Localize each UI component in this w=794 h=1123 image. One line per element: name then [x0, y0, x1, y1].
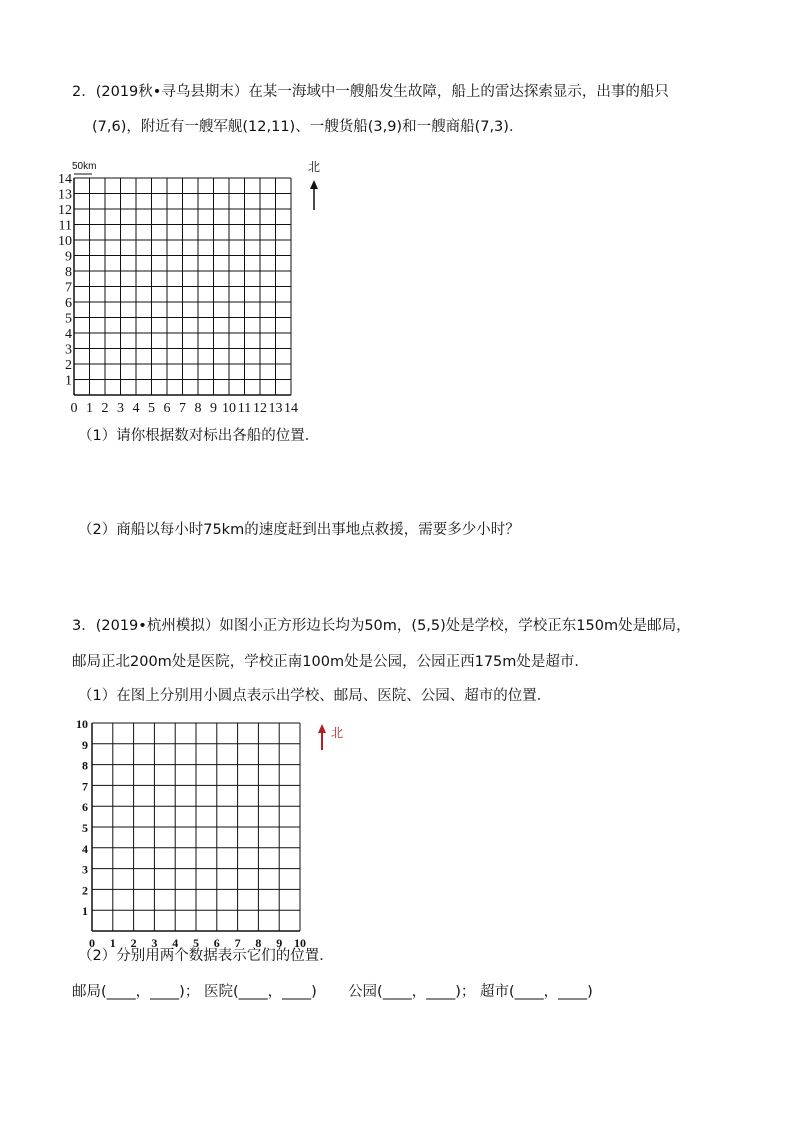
answer-label: 超市 — [479, 984, 509, 1000]
q2-y-tick: 4 — [65, 327, 72, 342]
q2-part1: （1）请你根据数对标出各船的位置． — [78, 428, 320, 444]
q3-x-tick: 6 — [213, 936, 220, 950]
q2-part2: （2）商船以每小时75km的速度赶到出事地点救援，需要多少小时？ — [78, 522, 520, 538]
q3-x-tick: 10 — [294, 936, 306, 950]
q3-x-tick: 2 — [130, 936, 137, 950]
q2-y-tick: 7 — [65, 280, 72, 296]
q3-y-tick: 10 — [76, 717, 88, 731]
answer-blank[interactable]: ____ — [106, 984, 136, 1000]
q2-y-tick: 13 — [58, 187, 72, 203]
q2-x-tick: 8 — [194, 401, 202, 416]
answer-supermarket: 超市(____，____) — [479, 984, 593, 1000]
q2-x-tick: 13 — [268, 401, 283, 416]
q2-x-tick: 10 — [222, 401, 236, 416]
q2-line2: (7,6)，附近有一艘军舰(12,11)、一艘货船(3,9)和一艘商船(7,3)． — [92, 119, 524, 135]
q3-y-ticks — [76, 717, 88, 918]
q2-x-tick: 1 — [86, 401, 93, 416]
q2-x-tick: 14 — [284, 401, 298, 416]
q3-x-tick: 8 — [255, 936, 262, 950]
q2-line1: 2．(2019秋•寻乌县期末）在某一海域中一艘船发生故障，船上的雷达探索显示，出事的船只 — [72, 84, 669, 100]
q2-y-tick: 8 — [65, 265, 72, 280]
q3-answer-line — [72, 982, 593, 1002]
q3-x-tick: 5 — [193, 936, 199, 950]
answer-blank[interactable]: ____ — [426, 984, 456, 1000]
q2-x-tick: 6 — [163, 401, 171, 416]
q3-y-tick: 4 — [82, 841, 88, 856]
q2-x-tick: 9 — [210, 401, 217, 416]
q3-y-tick: 9 — [82, 737, 88, 752]
answer-blank[interactable]: ____ — [382, 984, 412, 1000]
q2-x-tick: 4 — [132, 401, 140, 416]
answer-blank[interactable]: ____ — [150, 984, 180, 1000]
q3-y-tick: 5 — [82, 821, 88, 835]
q2-x-tick: 2 — [101, 401, 109, 416]
answer-blank[interactable]: ____ — [514, 984, 544, 1000]
answer-blank[interactable]: ____ — [238, 984, 268, 1000]
q2-x-tick: 11 — [237, 401, 252, 416]
q3-part2: （2）分别用两个数据表示它们的位置． — [78, 948, 334, 964]
answer-park: 公园(____，____)； — [348, 984, 476, 1000]
answer-post-office: 邮局(____，____)； — [72, 984, 200, 1000]
q3-x-tick: 9 — [276, 936, 283, 950]
q3-line2: 邮局正北200m处是医院，学校正南100m处是公园，公园正西175m处是超市． — [72, 654, 589, 670]
q3-y-tick: 6 — [82, 800, 88, 815]
q3-y-tick: 7 — [82, 779, 88, 794]
q3-north-arrow — [318, 724, 326, 750]
q2-y-tick: 10 — [58, 234, 72, 249]
q2-x-tick: 5 — [148, 401, 155, 416]
q2-north-label: 北 — [308, 160, 321, 174]
q3-x-tick: 3 — [151, 936, 158, 950]
answer-blank[interactable]: ____ — [558, 984, 588, 1000]
q3-x-tick: 0 — [89, 936, 95, 950]
q3-north-label: 北 — [331, 726, 344, 740]
q2-scale-label: 50km — [72, 161, 97, 172]
q2-y-tick: 14 — [58, 172, 72, 187]
q3-x-tick: 1 — [109, 936, 116, 950]
q3-x-tick: 7 — [234, 936, 241, 950]
q2-y-tick: 3 — [65, 342, 72, 358]
answer-label: 医院 — [203, 984, 233, 1000]
q3-x-tick: 4 — [172, 936, 179, 950]
q3-y-tick: 3 — [82, 862, 88, 877]
answer-blank[interactable]: ____ — [282, 984, 312, 1000]
q3-y-tick: 1 — [82, 904, 88, 919]
q3-line1: 3．(2019•杭州模拟）如图小正方形边长均为50m，(5,5)处是学校，学校正东150m处是邮局， — [72, 618, 691, 634]
q3-y-tick: 8 — [82, 758, 88, 773]
q2-y-tick: 5 — [65, 311, 72, 327]
q2-x-tick: 12 — [253, 401, 267, 416]
q2-y-tick: 12 — [58, 203, 72, 218]
q3-grid-lines — [92, 723, 300, 931]
q2-y-tick: 1 — [65, 373, 72, 389]
q2-x-tick: 7 — [179, 401, 186, 416]
answer-hospital: 医院(____，____) — [203, 984, 317, 1000]
q2-y-tick: 11 — [58, 218, 72, 234]
q3-part1: （1）在图上分别用小圆点表示出学校、邮局、医院、公园、超市的位置． — [78, 688, 552, 704]
q2-y-tick: 9 — [65, 249, 72, 265]
q2-y-tick: 2 — [65, 358, 72, 373]
q2-x-tick: 0 — [70, 401, 78, 416]
q2-y-tick: 6 — [65, 296, 72, 311]
answer-label: 公园 — [348, 984, 378, 1000]
q3-y-tick: 2 — [82, 883, 88, 898]
q2-x-tick: 3 — [117, 401, 124, 416]
answer-label: 邮局 — [72, 984, 101, 1000]
